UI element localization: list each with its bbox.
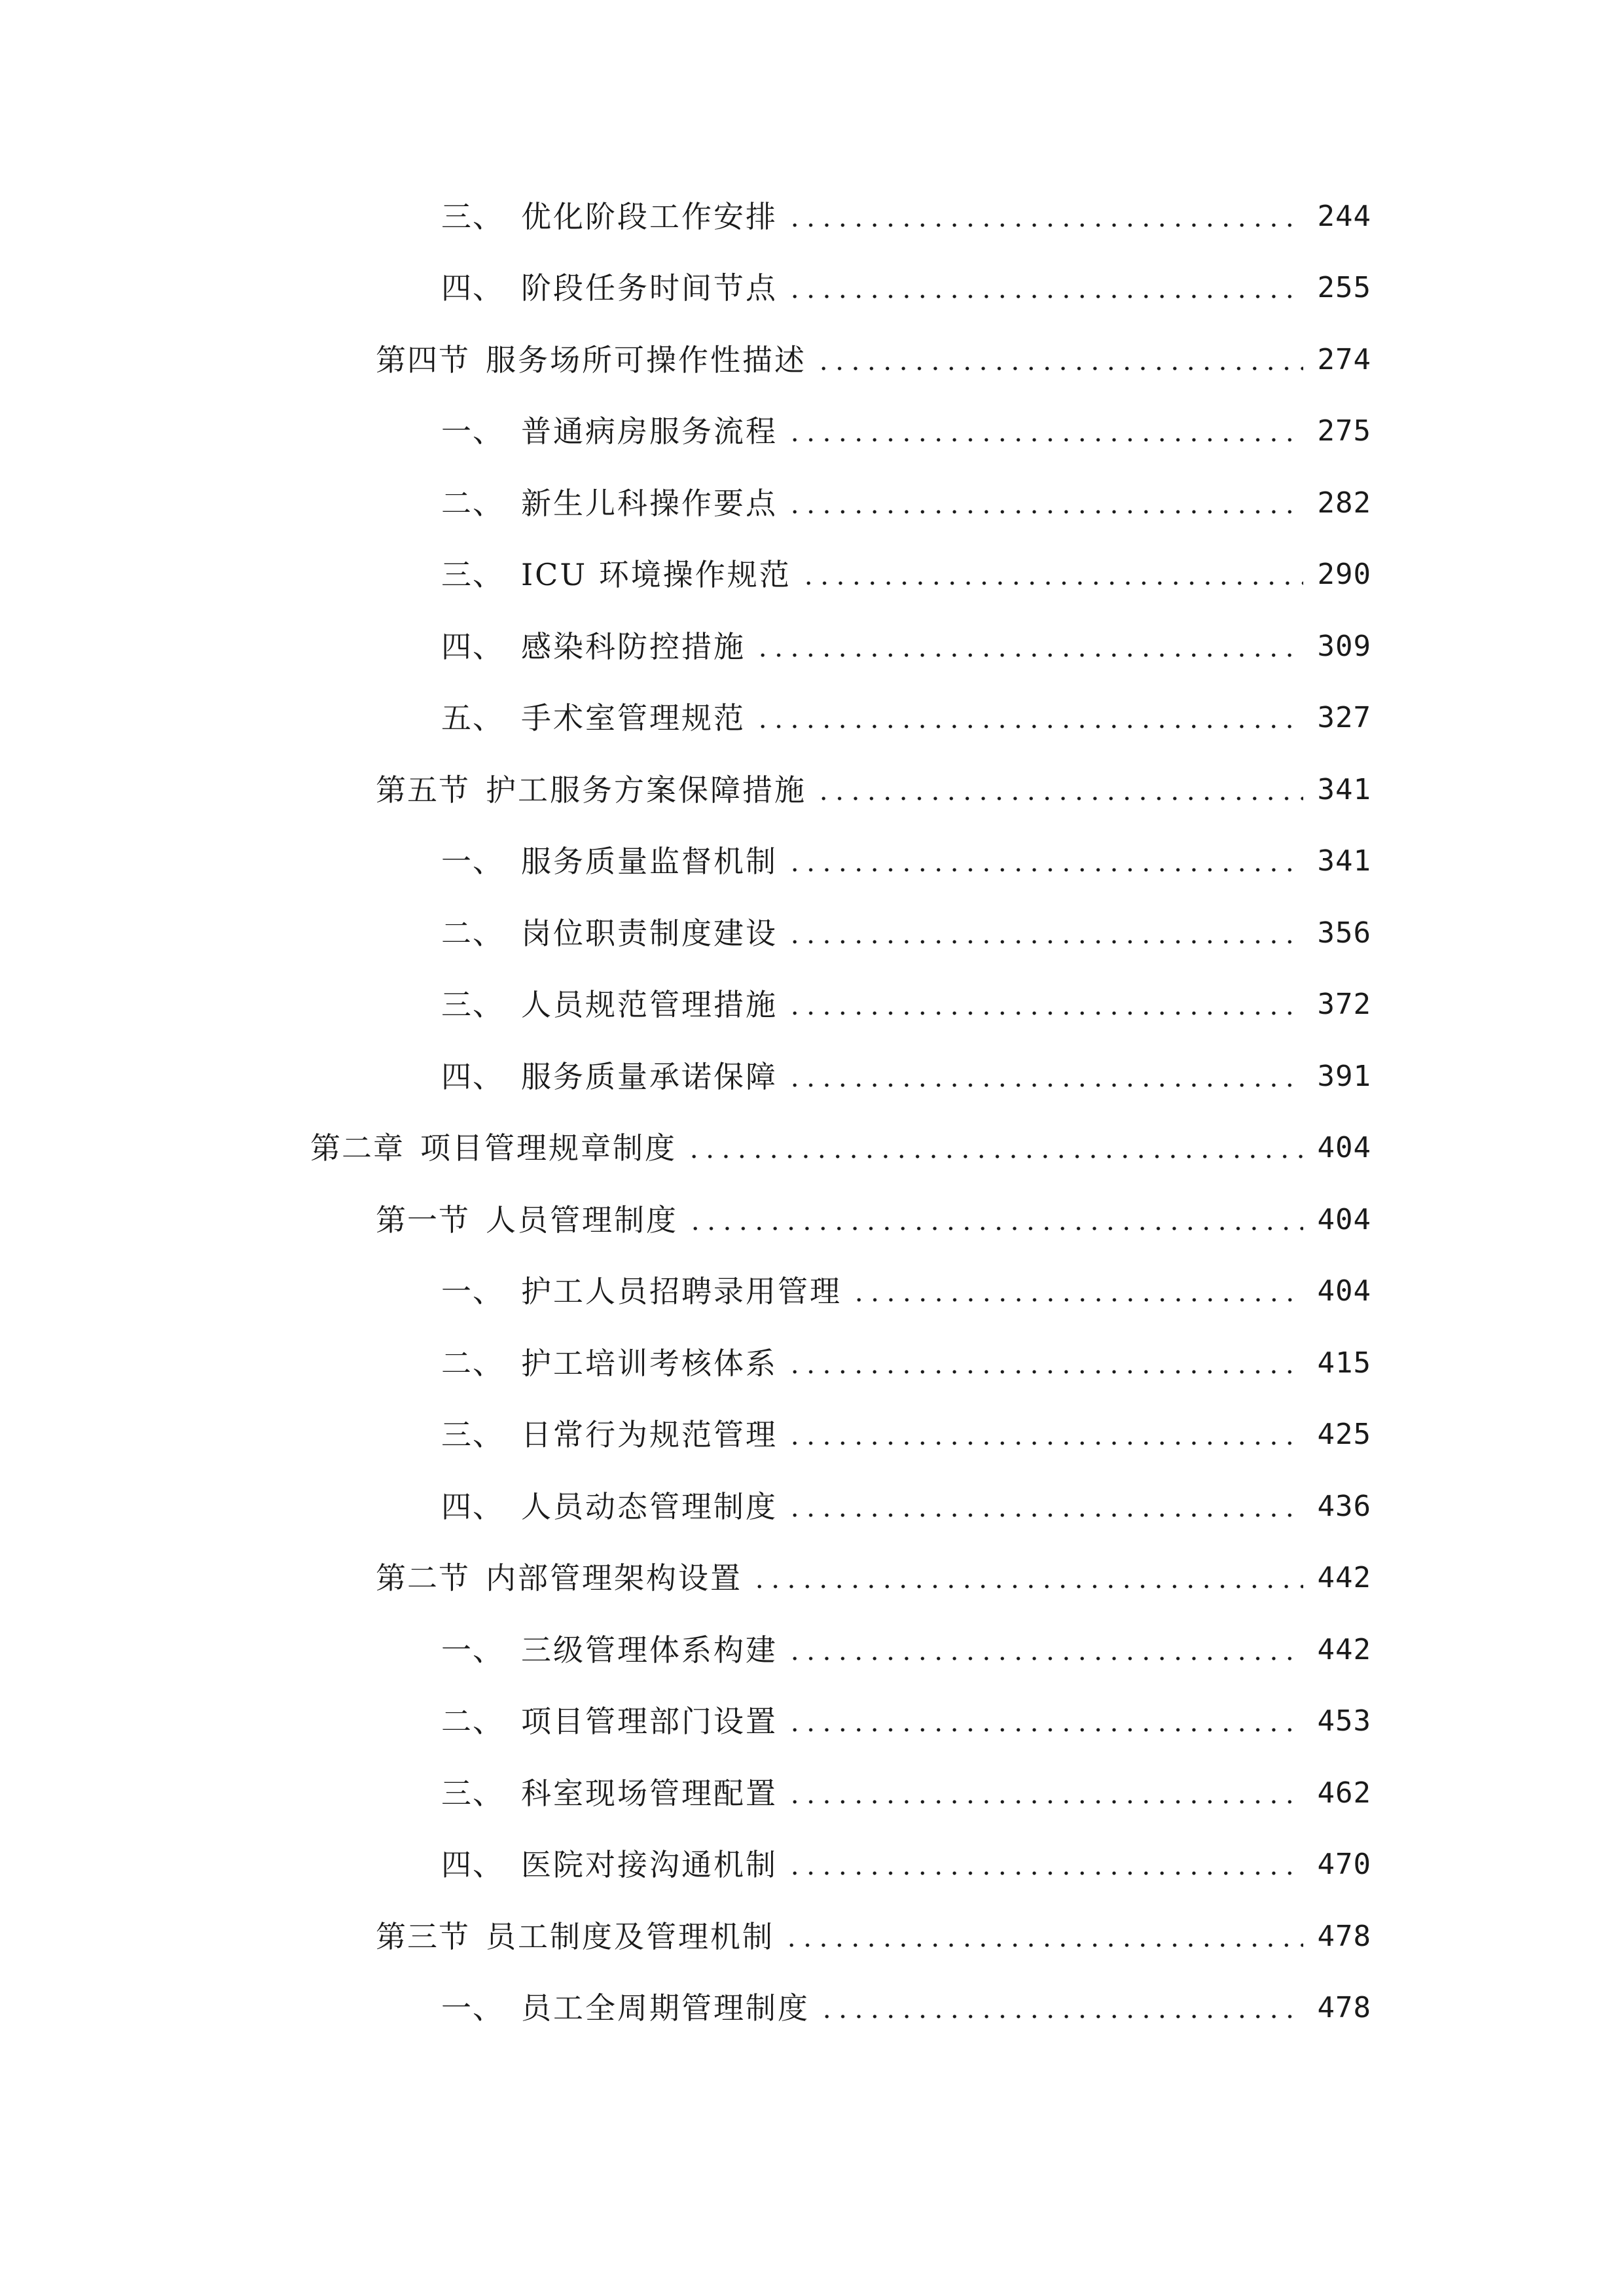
- toc-entry-page-number: 391: [1317, 1059, 1371, 1093]
- toc-entry-title: 普通病房服务流程: [521, 414, 778, 450]
- dot-leader: [755, 724, 1303, 729]
- toc-entry-number: 四、: [441, 1847, 504, 1883]
- dot-leader: [787, 1513, 1303, 1518]
- dot-leader: [787, 437, 1303, 442]
- toc-entry-number: 第一节: [376, 1202, 470, 1238]
- toc-section-entry[interactable]: [0, 324, 1624, 396]
- dot-leader: [787, 1871, 1303, 1876]
- dot-leader: [787, 1441, 1303, 1446]
- toc-entry-number: 二、: [441, 915, 504, 951]
- toc-entry-page-number: 470: [1317, 1848, 1371, 1882]
- toc-entry[interactable]: [0, 897, 1624, 969]
- toc-entry[interactable]: [0, 1829, 1624, 1901]
- dot-leader: [755, 653, 1303, 658]
- toc-entry-title: 阶段任务时间节点: [521, 270, 778, 306]
- toc-entry-number: 三、: [441, 557, 504, 593]
- toc-section-entry[interactable]: [0, 754, 1624, 826]
- toc-entry[interactable]: [0, 1686, 1624, 1758]
- toc-entry-title: 项目管理部门设置: [521, 1704, 778, 1740]
- toc-entry-number: 二、: [441, 1704, 504, 1740]
- toc-entry-number: 二、: [441, 485, 504, 521]
- toc-entry-page-number: 404: [1317, 1274, 1371, 1308]
- toc-entry[interactable]: [0, 1399, 1624, 1471]
- toc-entry-number: 第二章: [310, 1130, 405, 1166]
- toc-entry-page-number: 255: [1317, 271, 1371, 305]
- toc-entry-number: 四、: [441, 1058, 504, 1094]
- dot-leader: [787, 1727, 1303, 1732]
- toc-entry-number: 一、: [441, 1632, 504, 1668]
- toc-entry-title: 员工全周期管理制度: [521, 1990, 810, 2026]
- toc-entry-title: 服务质量承诺保障: [521, 1058, 778, 1094]
- toc-entry-title: 服务质量监督机制: [521, 844, 778, 880]
- toc-entry-title: 岗位职责制度建设: [521, 915, 778, 951]
- toc-entry-number: 四、: [441, 1488, 504, 1524]
- toc-section-entry[interactable]: [0, 1901, 1624, 1973]
- toc-entry-number: 第五节: [376, 772, 470, 808]
- toc-entry-page-number: 442: [1317, 1561, 1371, 1595]
- toc-entry-title: 日常行为规范管理: [521, 1417, 778, 1453]
- toc-entry-page-number: 478: [1317, 1919, 1371, 1953]
- toc-entry[interactable]: [0, 683, 1624, 755]
- toc-entry-title: 三级管理体系构建: [521, 1632, 778, 1668]
- toc-entry-title: 手术室管理规范: [521, 700, 746, 736]
- toc-entry-number: 第二节: [376, 1560, 470, 1596]
- toc-entry-number: 一、: [441, 1274, 504, 1310]
- toc-entry-page-number: 341: [1317, 772, 1371, 806]
- toc-entry-page-number: 341: [1317, 844, 1371, 878]
- toc-chapter-entry[interactable]: [0, 1113, 1624, 1185]
- dot-leader: [687, 1226, 1303, 1231]
- toc-entry[interactable]: [0, 1614, 1624, 1686]
- toc-entry[interactable]: [0, 1471, 1624, 1543]
- toc-entry-title: 医院对接沟通机制: [521, 1847, 778, 1883]
- toc-entry-page-number: 478: [1317, 1991, 1371, 2025]
- dot-leader: [686, 1154, 1303, 1159]
- toc-entry-number: 四、: [441, 628, 504, 664]
- toc-entry-page-number: 372: [1317, 988, 1371, 1022]
- toc-entry-title: 员工制度及管理机制: [486, 1918, 774, 1954]
- toc-entry-page-number: 309: [1317, 629, 1371, 663]
- toc-entry-page-number: 404: [1317, 1131, 1371, 1165]
- toc-entry-page-number: 327: [1317, 701, 1371, 735]
- toc-entry-title: 护工培训考核体系: [521, 1345, 778, 1381]
- toc-entry-title: ICU 环境操作规范: [521, 557, 791, 593]
- toc-entry-page-number: 442: [1317, 1632, 1371, 1666]
- dot-leader: [851, 1297, 1303, 1302]
- toc-entry[interactable]: [0, 181, 1624, 253]
- dot-leader: [787, 1369, 1303, 1374]
- toc-entry-page-number: 415: [1317, 1346, 1371, 1380]
- toc-entry-page-number: 356: [1317, 916, 1371, 950]
- toc-entry-page-number: 404: [1317, 1202, 1371, 1236]
- toc-entry-page-number: 282: [1317, 486, 1371, 520]
- toc-entry-number: 一、: [441, 1990, 504, 2026]
- toc-entry-number: 三、: [441, 1775, 504, 1811]
- toc-entry-page-number: 290: [1317, 558, 1371, 592]
- toc-entry[interactable]: [0, 1256, 1624, 1328]
- toc-entry[interactable]: [0, 969, 1624, 1041]
- toc-entry-title: 人员管理制度: [486, 1202, 678, 1238]
- toc-section-entry[interactable]: [0, 1543, 1624, 1615]
- toc-entry-title: 新生儿科操作要点: [521, 485, 778, 521]
- toc-entry[interactable]: [0, 1327, 1624, 1399]
- toc-entry[interactable]: [0, 611, 1624, 683]
- toc-entry[interactable]: [0, 826, 1624, 898]
- toc-entry-title: 护工服务方案保障措施: [486, 772, 806, 808]
- toc-entry-number: 一、: [441, 844, 504, 880]
- toc-entry[interactable]: [0, 539, 1624, 611]
- toc-entry-title: 内部管理架构设置: [486, 1560, 742, 1596]
- toc-entry-number: 二、: [441, 1345, 504, 1381]
- dot-leader: [816, 796, 1303, 801]
- toc-entry-title: 感染科防控措施: [521, 628, 746, 664]
- dot-leader: [787, 1083, 1303, 1088]
- toc-entry[interactable]: [0, 253, 1624, 325]
- dot-leader: [787, 294, 1303, 299]
- toc-entry-number: 三、: [441, 198, 504, 234]
- dot-leader: [787, 1799, 1303, 1804]
- toc-entry-number: 三、: [441, 1417, 504, 1453]
- dot-leader: [816, 366, 1303, 371]
- toc-entry[interactable]: [0, 1973, 1624, 2045]
- toc-entry-title: 人员规范管理措施: [521, 987, 778, 1023]
- dot-leader: [801, 581, 1303, 586]
- toc-entry-number: 一、: [441, 414, 504, 450]
- toc-entry-page-number: 453: [1317, 1704, 1371, 1738]
- toc-entry[interactable]: [0, 467, 1624, 539]
- toc-entry-number: 第三节: [376, 1918, 470, 1954]
- dot-leader: [787, 1011, 1303, 1016]
- toc-entry-title: 科室现场管理配置: [521, 1775, 778, 1811]
- toc-entry-title: 项目管理规章制度: [420, 1130, 677, 1166]
- toc-entry-title: 优化阶段工作安排: [521, 198, 778, 234]
- toc-entry-page-number: 275: [1317, 414, 1371, 448]
- table-of-contents: [0, 181, 1624, 2044]
- toc-entry-number: 五、: [441, 700, 504, 736]
- toc-section-entry[interactable]: [0, 1184, 1624, 1256]
- dot-leader: [784, 1943, 1303, 1948]
- dot-leader: [787, 509, 1303, 514]
- toc-entry-title: 护工人员招聘录用管理: [521, 1274, 842, 1310]
- dot-leader: [787, 1656, 1303, 1661]
- dot-leader: [751, 1584, 1303, 1589]
- toc-entry[interactable]: [0, 396, 1624, 468]
- toc-entry-number: 三、: [441, 987, 504, 1023]
- toc-entry-page-number: 436: [1317, 1489, 1371, 1523]
- toc-entry-number: 第四节: [376, 342, 470, 378]
- toc-entry-title: 服务场所可操作性描述: [486, 342, 806, 378]
- dot-leader: [819, 2014, 1303, 2019]
- toc-entry-page-number: 244: [1317, 199, 1371, 233]
- toc-entry-number: 四、: [441, 270, 504, 306]
- toc-entry-page-number: 462: [1317, 1776, 1371, 1810]
- dot-leader: [787, 867, 1303, 872]
- toc-entry-title: 人员动态管理制度: [521, 1488, 778, 1524]
- toc-entry-page-number: 425: [1317, 1418, 1371, 1452]
- dot-leader: [787, 939, 1303, 944]
- toc-entry[interactable]: [0, 1041, 1624, 1113]
- toc-entry[interactable]: [0, 1757, 1624, 1829]
- dot-leader: [787, 223, 1303, 228]
- toc-entry-page-number: 274: [1317, 342, 1371, 376]
